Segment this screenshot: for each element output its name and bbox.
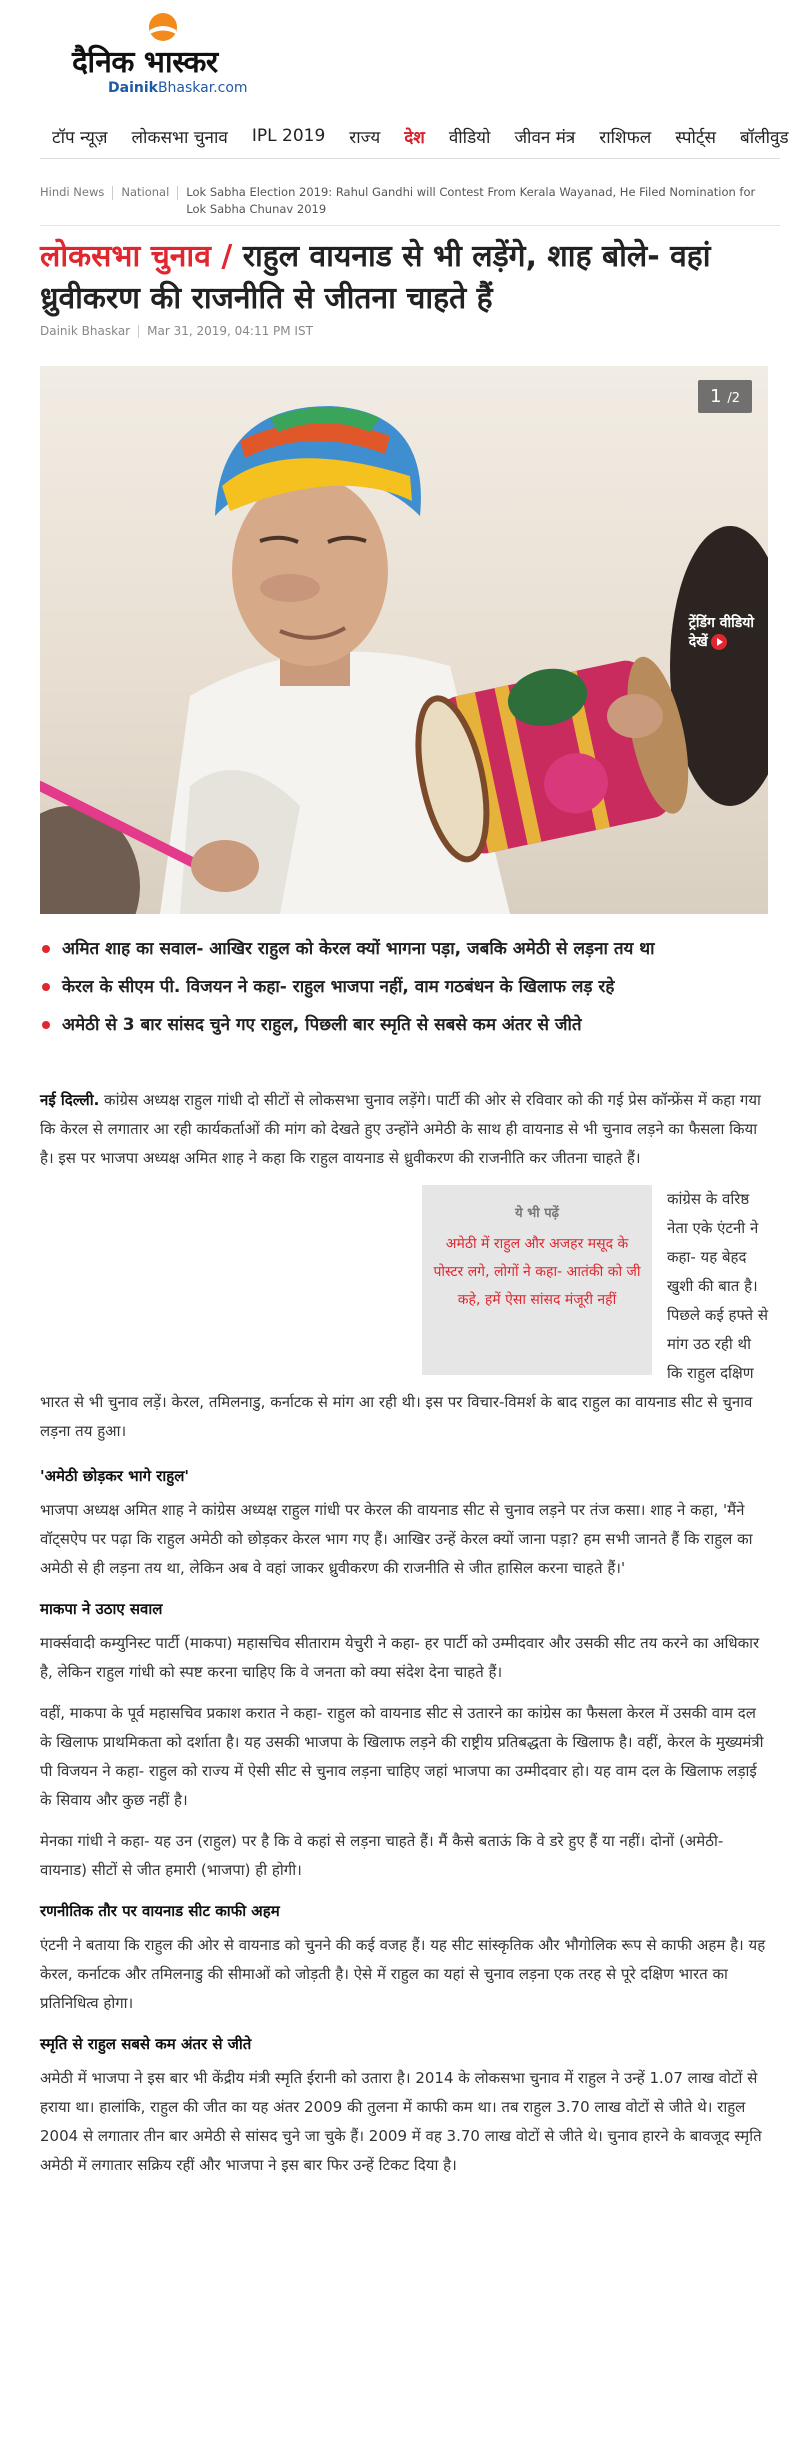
gallery-counter	[698, 380, 752, 413]
paragraph-3: भाजपा अध्यक्ष अमित शाह ने कांग्रेस अध्यक्ष राहुल गांधी पर केरल की वायनाड सीट से चुनाव लड़ने पर तंज कसा। शाह ने कहा, 'मैंने वॉट्सऐप पर पढ़ा कि राहुल अमेठी को छोड़कर केरल भाग गए हैं। आखिर उन्हें केरल क्यों जाना पड़ा? हम सभी जानते हैं कि राहुल का अमेठी से ही लड़ना तय था, लेकिन अब वे वहां जाकर ध्रुवीकरण की राजनीति से जीत हासिल करना चाहते हैं।'	[40, 1501, 753, 1577]
paragraph-5: वहीं, माकपा के पूर्व महासचिव प्रकाश करात ने कहा- राहुल को वायनाड सीट से उतारने का कांग्रेस का फैसला केरल में उसकी वाम दल के खिलाफ प्राथमिकता को दर्शाता है। यह उसकी भाजपा के खिलाफ लड़ने की राष्ट्रीय प्रतिबद्धता के खिलाफ है। वहीं, केरल के मुख्यमंत्री पी विजयन ने कहा- राहुल को राज्य में ऐसी सीट से चुनाव लड़ना चाहिए जहां भाजपा का उम्मीदवार हो। यह वाम दल के खिलाफ लड़ाई के सिवाय और कुछ नहीं है।	[40, 1704, 764, 1809]
nav-item[interactable]: देश	[404, 127, 425, 148]
breadcrumb-home[interactable]: Hindi News	[40, 185, 105, 199]
breadcrumb-divider	[40, 225, 780, 226]
masthead	[0, 0, 808, 110]
dateline: नई दिल्ली.	[40, 1091, 100, 1109]
subheading-1: 'अमेठी छोड़कर भागे राहुल'	[40, 1467, 189, 1485]
trending-video-cta: देखें	[688, 634, 708, 650]
play-icon	[711, 634, 727, 650]
headline-kicker[interactable]: लोकसभा चुनाव /	[40, 239, 233, 274]
site-logo[interactable]	[72, 8, 272, 108]
nav-item[interactable]: जीवन मंत्र	[514, 127, 576, 148]
highlight-item: अमित शाह का सवाल- आखिर राहुल को केरल क्यों भागना पड़ा, जबकि अमेठी से लड़ना तय था	[40, 934, 770, 964]
lead-paragraph	[40, 1086, 770, 1173]
logo-domain-suffix: Bhaskar.com	[157, 80, 248, 96]
subheading-4: स्मृति से राहुल सबसे कम अंतर से जीते	[40, 2035, 252, 2053]
also-read-label: ये भी पढ़ें	[515, 1206, 559, 1221]
nav-item[interactable]: वीडियो	[448, 127, 491, 148]
also-read-link[interactable]: अमेठी में राहुल और अजहर मसूद के पोस्टर लगे, लोगों ने कहा- आतंकी को जी कहे, हमें ऐसा सांसद मंजूरी नहीं	[433, 1236, 641, 1308]
paragraph-8: अमेठी में भाजपा ने इस बार भी केंद्रीय मंत्री स्मृति ईरानी को उतारा है। 2014 के लोकसभा चुनाव में राहुल ने उन्हें 1.07 लाख वोटों से हराया था। हालांकि, राहुल की जीत का यह अंतर 2009 की तुलना में काफी कम था। तब राहुल 3.70 लाख वोटों से जीते थे। राहुल 2004 से लगातार तीन बार अमेठी से सांसद चुने जा चुके हैं। 2009 में वह 3.70 लाख वोटों से जीते थे। चुनाव हारने के बावजूद स्मृति अमेठी में लगातार सक्रिय रहीं और भाजपा ने इस बार फिर उन्हें टिकट दिया है।	[40, 2069, 762, 2174]
main-nav	[40, 118, 789, 154]
byline-source: Dainik Bhaskar	[40, 324, 131, 338]
paragraph-4: मार्क्सवादी कम्युनिस्ट पार्टी (माकपा) महासचिव सीताराम येचुरी ने कहा- हर पार्टी को उम्मीदवार और उसकी सीट तय करने का अधिकार है, लेकिन राहुल गांधी को स्पष्ट करना चाहिए कि वे जनता को क्या संदेश देना चाहते हैं।	[40, 1634, 760, 1681]
logo-domain	[108, 80, 248, 96]
nav-divider	[40, 158, 780, 159]
highlights-list	[40, 934, 770, 1048]
logo-domain-prefix: Dainik	[108, 80, 158, 96]
hero-gallery[interactable]	[40, 366, 768, 914]
nav-item[interactable]: स्पोर्ट्स	[675, 127, 716, 148]
breadcrumb	[40, 184, 780, 218]
headline-text: राहुल वायनाड से भी लड़ेंगे, शाह बोले- वहां ध्रुवीकरण की राजनीति से जीतना चाहते हैं	[40, 239, 711, 316]
nav-item[interactable]: IPL 2019	[251, 126, 326, 146]
subheading-3: रणनीतिक तौर पर वायनाड सीट काफी अहम	[40, 1902, 280, 1920]
nav-item[interactable]: बॉलीवुड	[739, 127, 789, 148]
byline	[40, 324, 313, 338]
nav-item[interactable]: लोकसभा चुनाव	[131, 127, 228, 148]
lead-text: कांग्रेस अध्यक्ष राहुल गांधी दो सीटों से लोकसभा चुनाव लड़ेंगे। पार्टी की ओर से रविवार को की गई प्रेस कॉन्फ्रेंस में कहा गया कि केरल से लगातार आ रही कार्यकर्ताओं की मांग को देखते हुए उन्होंने अमेठी के साथ ही वायनाड से भी चुनाव लड़ने का फैसला किया है। इस पर भाजपा अध्यक्ष अमित शाह ने कहा कि राहुल वायनाड से ध्रुवीकरण की राजनीति कर जीतना चाहते हैं।	[40, 1091, 761, 1167]
byline-date: Mar 31, 2019, 04:11 PM IST	[147, 324, 313, 338]
page-title	[40, 236, 780, 320]
paragraph-7: एंटनी ने बताया कि राहुल की ओर से वायनाड को चुनने की कई वजह हैं। यह सीट सांस्कृतिक और भौगोलिक रूप से काफी अहम है। यह केरल, कर्नाटक और तमिलनाडु की सीमाओं को जोड़ती है। ऐसे में राहुल का यहां से चुनाव लड़ना एक तरह से पूरे दक्षिण भारत का प्रतिनिधित्व होगा।	[40, 1936, 766, 2012]
sun-logo-icon	[146, 8, 180, 42]
trending-video-link[interactable]	[689, 614, 754, 652]
also-read-box[interactable]	[422, 1185, 652, 1375]
nav-item[interactable]: टॉप न्यूज़	[52, 127, 108, 148]
gallery-total: /2	[727, 391, 740, 406]
paragraph-6: मेनका गांधी ने कहा- यह उन (राहुल) पर है कि वे कहां से लड़ना चाहते हैं। मैं कैसे बताऊं कि वे डरे हुए हैं या नहीं। दोनों (अमेठी-वायनाड) सीटों से जीत हमारी (भाजपा) ही होगी।	[40, 1832, 724, 1879]
gallery-current: 1	[710, 386, 722, 407]
breadcrumb-section[interactable]: National	[121, 185, 170, 199]
paragraph-2: कांग्रेस के वरिष्ठ नेता एके एंटनी ने कहा- यह बेहद खुशी की बात है। पिछले कई हफ्ते से मांग उठ रही थी कि राहुल दक्षिण भारत से भी चुनाव लड़ें। केरल, तमिलनाडु, कर्नाटक से मांग आ रही थी। इस पर विचार-विमर्श के बाद राहुल का वायनाड सीट से चुनाव लड़ना तय हुआ।	[40, 1190, 769, 1440]
logo-hindi-text: दैनिक भास्कर	[72, 45, 218, 80]
hero-photo	[40, 366, 768, 914]
article-body	[40, 1086, 770, 2192]
highlight-item: अमेठी से 3 बार सांसद चुने गए राहुल, पिछली बार स्मृति से सबसे कम अंतर से जीते	[40, 1010, 770, 1040]
breadcrumb-current: Lok Sabha Election 2019: Rahul Gandhi will Contest From Kerala Wayanad, He Filed Nomination for Lok Sabha Chunav 2019	[186, 185, 756, 216]
nav-item[interactable]: राशिफल	[599, 127, 652, 148]
subheading-2: माकपा ने उठाए सवाल	[40, 1600, 163, 1618]
highlight-item: केरल के सीएम पी. विजयन ने कहा- राहुल भाजपा नहीं, वाम गठबंधन के खिलाफ लड़ रहे	[40, 972, 770, 1002]
nav-item[interactable]: राज्य	[349, 127, 381, 148]
trending-video-label: ट्रेंडिंग वीडियो	[688, 615, 754, 631]
